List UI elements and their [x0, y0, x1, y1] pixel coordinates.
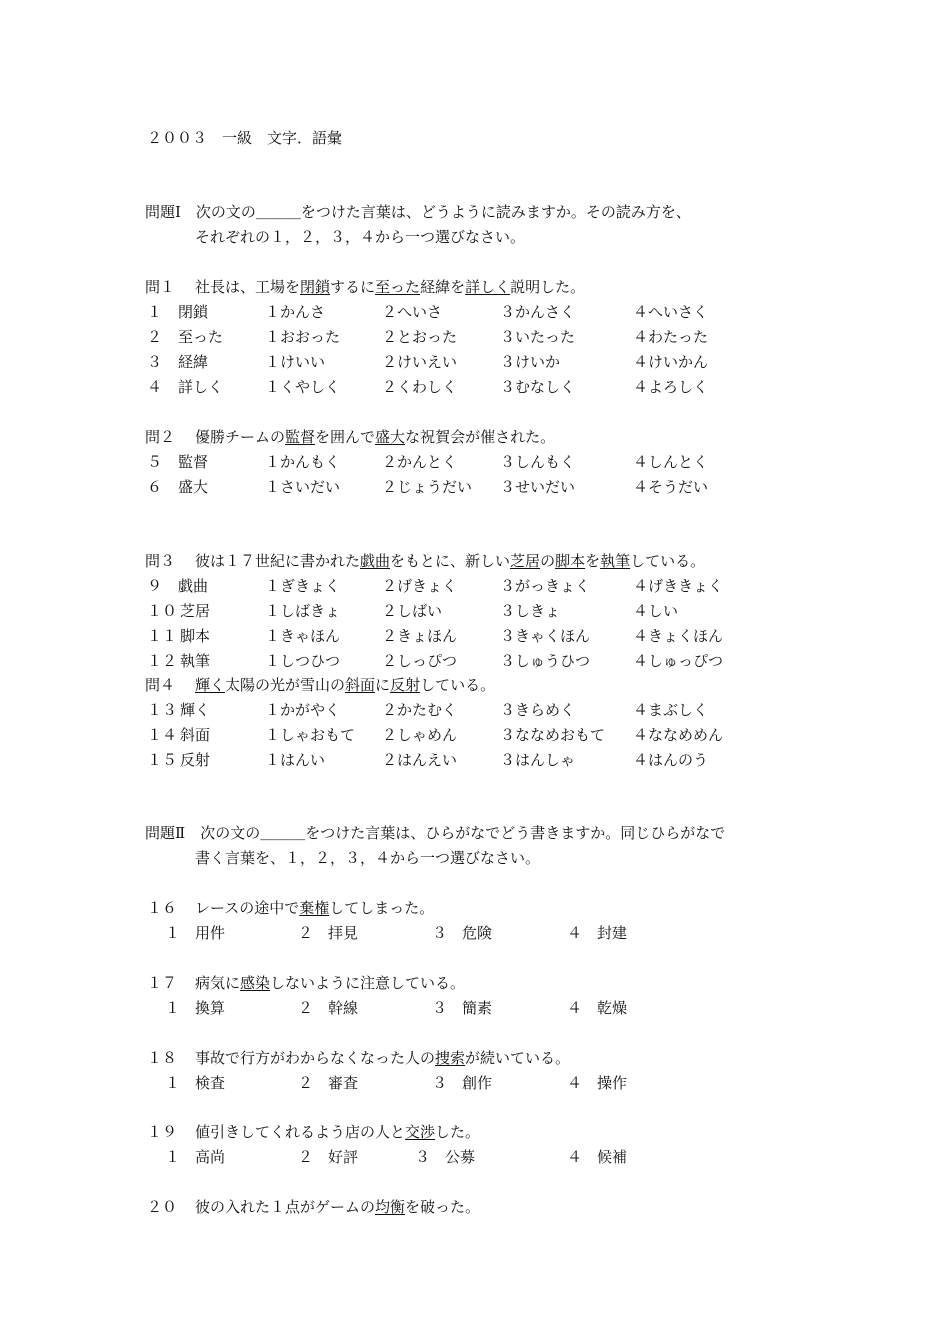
underlined-word: 交渉	[405, 1123, 436, 1141]
answer-option: ４げききょく	[633, 577, 724, 595]
answer-option: ４ななめめん	[633, 726, 724, 744]
sentence-text: 説明した。	[510, 278, 586, 296]
underlined-word: 盛大	[375, 428, 406, 446]
question-sentence	[195, 551, 705, 571]
item-word: 閉鎖	[178, 303, 209, 321]
answer-option: １かんさ	[265, 303, 326, 321]
answer-option: １くやしく	[265, 378, 341, 396]
item-number: １０	[147, 602, 178, 620]
answer-option: ３けいか	[500, 353, 561, 371]
sentence-text: しないように注意している。	[270, 974, 466, 992]
answer-option: ４わたった	[633, 328, 709, 346]
answer-option: ２きょほん	[382, 627, 458, 645]
answer-option: ２ 拝見	[298, 924, 359, 942]
sentence-text: レースの途中で	[195, 899, 300, 917]
answer-option: ２けいえい	[382, 353, 458, 371]
section1-header-line2: それぞれの１，２，３，４から一つ選びなさい。	[195, 228, 526, 246]
underlined-word: 感染	[240, 974, 271, 992]
answer-option: ３せいだい	[500, 478, 576, 496]
answer-option: １しばきょ	[265, 602, 341, 620]
underlined-word: 反射	[390, 676, 421, 694]
answer-option: ３きらめく	[500, 701, 576, 719]
sentence-text: 経緯	[420, 278, 451, 296]
sentence-text: 社長は、工場を	[195, 278, 301, 296]
item-number: １３	[147, 701, 178, 719]
question-number: １６	[147, 899, 178, 917]
answer-option: ３むなしく	[500, 378, 576, 396]
sentence-text: している。	[420, 676, 496, 694]
answer-option: ３はんしゃ	[500, 751, 576, 769]
sentence-text: を囲んで	[315, 428, 376, 446]
sentence-text: の	[540, 552, 556, 570]
item-number: ３	[147, 353, 163, 371]
answer-option: ３きゃくほん	[500, 627, 591, 645]
item-word: 戯曲	[178, 577, 209, 595]
question-sentence	[195, 973, 465, 993]
sentence-text: を	[450, 278, 466, 296]
question-sentence	[195, 427, 555, 447]
answer-option: ２げきょく	[382, 577, 458, 595]
answer-option: １ぎきょく	[265, 577, 341, 595]
item-word: 執筆	[180, 652, 211, 670]
item-word: 輝く	[180, 701, 211, 719]
underlined-word: 詳しく	[465, 278, 511, 296]
item-word: 芝居	[180, 602, 211, 620]
answer-option: １きゃほん	[265, 627, 341, 645]
item-number: １２	[147, 652, 178, 670]
answer-option: １おおった	[265, 328, 341, 346]
question-number: １７	[147, 974, 178, 992]
question-label: 問１	[145, 278, 176, 296]
answer-option: １ 検査	[165, 1074, 226, 1092]
question-label: 問４	[145, 676, 176, 694]
sentence-text: に	[375, 676, 391, 694]
answer-option: ２しっぴつ	[382, 652, 458, 670]
item-number: １４	[147, 726, 178, 744]
answer-option: ４ 乾燥	[567, 999, 628, 1017]
underlined-word: 監督	[285, 428, 316, 446]
item-number: ４	[147, 378, 163, 396]
question-label: 問３	[145, 552, 176, 570]
underlined-word: 閉鎖	[300, 278, 331, 296]
item-number: ６	[147, 478, 163, 496]
item-word: 盛大	[178, 478, 209, 496]
answer-option: ４ 封建	[567, 924, 628, 942]
item-number: １１	[147, 627, 178, 645]
sentence-text: するに	[330, 278, 376, 296]
item-number: ５	[147, 453, 163, 471]
question-sentence	[195, 675, 495, 695]
item-word: 詳しく	[178, 378, 224, 396]
section2-header-line1: 問題Ⅱ 次の文の＿＿＿をつけた言葉は、ひらがなでどう書きますか。同じひらがなで	[145, 824, 726, 842]
answer-option: ２ 好評	[298, 1148, 359, 1166]
answer-option: ３しきょ	[500, 602, 561, 620]
answer-option: ２ 審査	[298, 1074, 359, 1092]
answer-option: １ 用件	[165, 924, 226, 942]
sentence-text: 優勝チームの	[195, 428, 286, 446]
sentence-text: 値引きしてくれるよう店の人と	[195, 1123, 406, 1141]
section2-header-line2: 書く言葉を、１，２，３，４から一つ選びなさい。	[195, 849, 541, 867]
answer-option: ４へいさく	[633, 303, 709, 321]
question-sentence	[195, 1048, 570, 1068]
answer-option: ３がっきょく	[500, 577, 591, 595]
answer-option: ４まぶしく	[633, 701, 709, 719]
item-word: 脚本	[180, 627, 211, 645]
answer-option: ２かんとく	[382, 453, 458, 471]
sentence-text: 彼は１７世紀に書かれた	[195, 552, 361, 570]
answer-option: １かがやく	[265, 701, 341, 719]
sentence-text: を	[585, 552, 601, 570]
answer-option: １はんい	[265, 751, 326, 769]
answer-option: ２しばい	[382, 602, 443, 620]
question-sentence	[195, 1197, 480, 1217]
document-title: ２００３ 一級 文字．語彙	[147, 129, 343, 147]
answer-option: ２しゃめん	[382, 726, 458, 744]
answer-option: ４しゅっぴつ	[633, 652, 724, 670]
item-word: 経緯	[178, 353, 209, 371]
underlined-word: 至った	[375, 278, 421, 296]
underlined-word: 輝く	[195, 676, 226, 694]
underlined-word: 均衡	[375, 1198, 406, 1216]
underlined-word: 芝居	[510, 552, 541, 570]
question-number: １８	[147, 1049, 178, 1067]
answer-option: ３ 創作	[432, 1074, 493, 1092]
question-sentence	[195, 277, 585, 297]
item-number: ２	[147, 328, 163, 346]
underlined-word: 戯曲	[360, 552, 391, 570]
sentence-text: した。	[435, 1123, 481, 1141]
answer-option: ３ 簡素	[432, 999, 493, 1017]
underlined-word: 斜面	[345, 676, 376, 694]
answer-option: ４けいかん	[633, 353, 709, 371]
sentence-text: をもとに、新しい	[390, 552, 511, 570]
answer-option: ３しんもく	[500, 453, 576, 471]
underlined-word: 執筆	[600, 552, 631, 570]
item-word: 監督	[178, 453, 209, 471]
answer-option: ４ 操作	[567, 1074, 628, 1092]
sentence-text: 事故で行方がわからなくなった人の	[195, 1049, 436, 1067]
answer-option: ４そうだい	[633, 478, 709, 496]
answer-option: １さいだい	[265, 478, 341, 496]
question-number: １９	[147, 1123, 178, 1141]
sentence-text: な祝賀会が催された。	[405, 428, 556, 446]
answer-option: ２くわしく	[382, 378, 458, 396]
underlined-word: 捜索	[435, 1049, 466, 1067]
answer-option: １ 換算	[165, 999, 226, 1017]
answer-option: ３いたった	[500, 328, 576, 346]
sentence-text: している。	[630, 552, 706, 570]
answer-option: ４しんとく	[633, 453, 709, 471]
answer-option: １ 高尚	[165, 1148, 226, 1166]
answer-option: ２はんえい	[382, 751, 458, 769]
question-number: ２０	[147, 1198, 178, 1216]
answer-option: ４よろしく	[633, 378, 709, 396]
sentence-text: が続いている。	[465, 1049, 571, 1067]
section1-header-line1: 問題Ⅰ 次の文の＿＿＿をつけた言葉は、どうように読みますか。その読み方を、	[145, 203, 691, 221]
sentence-text: 彼の入れた１点がゲームの	[195, 1198, 376, 1216]
underlined-word: 棄権	[299, 899, 330, 917]
answer-option: ２かたむく	[382, 701, 458, 719]
answer-option: ４ 候補	[567, 1148, 628, 1166]
answer-option: ４しい	[633, 602, 679, 620]
answer-option: ４はんのう	[633, 751, 709, 769]
sentence-text: してしまった。	[329, 899, 435, 917]
answer-option: １しゃおもて	[265, 726, 356, 744]
question-sentence	[195, 898, 434, 918]
answer-option: ２とおった	[382, 328, 458, 346]
question-label: 問２	[145, 428, 176, 446]
item-number: １	[147, 303, 163, 321]
question-sentence	[195, 1122, 480, 1142]
answer-option: ３ 公募	[415, 1148, 476, 1166]
answer-option: １しつひつ	[265, 652, 341, 670]
answer-option: ３ 危険	[432, 924, 493, 942]
sentence-text: 太陽の光が雪山の	[225, 676, 346, 694]
item-word: 斜面	[180, 726, 211, 744]
answer-option: １かんもく	[265, 453, 341, 471]
answer-option: ２じょうだい	[382, 478, 473, 496]
answer-option: ３ななめおもて	[500, 726, 606, 744]
answer-option: ３しゅうひつ	[500, 652, 591, 670]
sentence-text: を破った。	[405, 1198, 481, 1216]
underlined-word: 脚本	[555, 552, 586, 570]
item-word: 反射	[180, 751, 211, 769]
answer-option: ４きょくほん	[633, 627, 724, 645]
answer-option: ２ 幹線	[298, 999, 359, 1017]
sentence-text: 病気に	[195, 974, 241, 992]
answer-option: １けいい	[265, 353, 326, 371]
answer-option: ２へいさ	[382, 303, 443, 321]
answer-option: ３かんさく	[500, 303, 576, 321]
item-word: 至った	[178, 328, 224, 346]
item-number: １５	[147, 751, 178, 769]
item-number: ９	[147, 577, 163, 595]
